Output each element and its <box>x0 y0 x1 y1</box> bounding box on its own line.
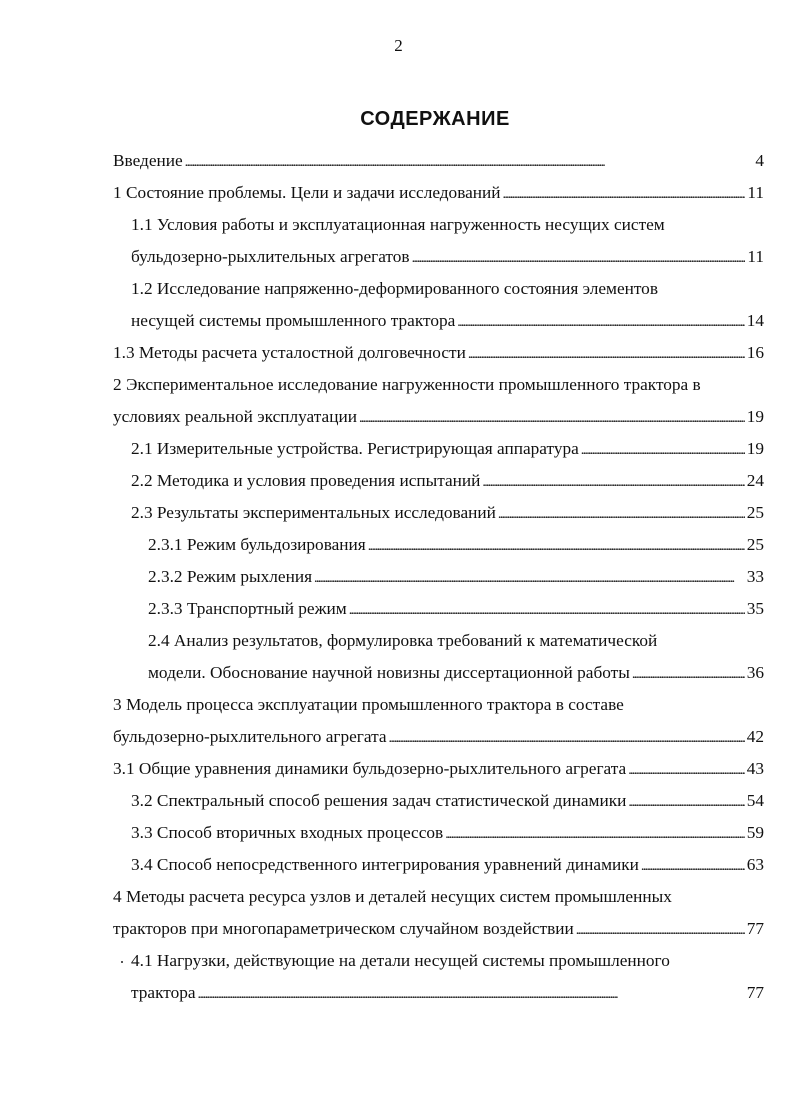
toc-entry-page: 16 <box>746 343 764 362</box>
toc-entry-text: 2.3.3 Транспортный режим <box>148 599 347 618</box>
toc-entry-2-3-1 <box>148 529 764 561</box>
toc-entry-text: 2.3.2 Режим рыхления <box>148 567 313 586</box>
toc-entry-2-4-line1 <box>148 625 764 657</box>
toc-entry-3-4 <box>131 849 764 881</box>
toc-entry-1-3 <box>113 337 764 369</box>
toc-entry-text: 1.1 Условия работы и эксплуатационная нагруженность несущих систем <box>131 215 665 234</box>
toc-entry-text: 1 Состояние проблемы. Цели и задачи исследований <box>113 183 501 202</box>
dot-leader <box>468 339 745 371</box>
toc-entry-1-2-line1 <box>131 273 764 305</box>
toc-entry-2-line1 <box>113 369 764 401</box>
toc-entry-text: бульдозерно-рыхлительных агрегатов <box>131 247 410 266</box>
toc-entry-page: 77 <box>746 919 764 938</box>
dot-leader <box>498 499 745 531</box>
toc-entry-4-line1 <box>113 881 764 913</box>
toc-entry-text: условиях реальной эксплуатации <box>113 407 357 426</box>
toc-entry-3-1 <box>113 753 764 785</box>
toc-entry-2-1 <box>131 433 764 465</box>
toc-entry-page: 59 <box>746 823 764 842</box>
toc-entry-text: трактора <box>131 983 196 1002</box>
toc-entry-text: Введение <box>113 151 183 170</box>
toc-entry-text: 4.1 Нагрузки, действующие на детали несущей системы промышленного <box>131 951 670 970</box>
toc-entry-page: 35 <box>746 599 764 618</box>
toc-entry-text: 2.1 Измерительные устройства. Регистрирующая аппаратура <box>131 439 579 458</box>
toc-entry-2-4-line2 <box>148 657 764 689</box>
toc-entry-page: 42 <box>746 727 764 746</box>
dot-leader <box>412 243 746 275</box>
toc-entry-page: 43 <box>746 759 764 778</box>
dot-leader <box>628 787 744 819</box>
toc-entry-text: 2.3.1 Режим бульдозирования <box>148 535 366 554</box>
toc-entry-page: 33 <box>746 567 764 586</box>
toc-entry-page: 36 <box>746 663 764 682</box>
dot-leader <box>482 467 744 499</box>
toc-entry-page: 24 <box>746 471 764 490</box>
dot-leader <box>389 723 745 755</box>
toc-entry-intro <box>113 145 764 177</box>
toc-entry-1-1-line2 <box>131 241 764 273</box>
toc-entry-text: 1.3 Методы расчета усталостной долговечности <box>113 343 466 362</box>
dot-leader <box>503 179 746 211</box>
toc-entry-2-2 <box>131 465 764 497</box>
toc-entry-text: 2.3 Результаты экспериментальных исследований <box>131 503 496 522</box>
dot-leader <box>349 595 745 627</box>
toc-entry-text: 2 Экспериментальное исследование нагруженности промышленного трактора в <box>113 375 701 394</box>
toc-entry-3-line1 <box>113 689 764 721</box>
dot-leader <box>457 307 744 339</box>
toc-entry-page: 25 <box>746 535 764 554</box>
toc-entry-2-line2 <box>113 401 764 433</box>
toc-entry-4-1-line2 <box>131 977 764 1009</box>
toc-entry-text: 2.4 Анализ результатов, формулировка требований к математической <box>148 631 658 650</box>
toc-entry-text: 3.3 Способ вторичных входных процессов <box>131 823 444 842</box>
dot-leader <box>576 915 745 947</box>
dot-leader <box>314 563 745 595</box>
toc-entry-text: несущей системы промышленного трактора <box>131 311 456 330</box>
toc-entry-text: 3.1 Общие уравнения динамики бульдозерно-рыхлительного агрегата <box>113 759 627 778</box>
toc-entry-text: 3.2 Спектральный способ решения задач статистической динамики <box>131 791 627 810</box>
toc-entry-page: 25 <box>746 503 764 522</box>
toc-entry-text: бульдозерно-рыхлительного агрегата <box>113 727 387 746</box>
dot-leader <box>641 851 745 883</box>
dot-leader <box>198 979 745 1011</box>
dot-leader <box>632 659 745 691</box>
toc-entry-page: 11 <box>747 183 764 202</box>
page-number: 2 <box>394 36 403 55</box>
toc-entry-text: 3.4 Способ непосредственного интегрирования уравнений динамики <box>131 855 639 874</box>
toc-entry-page: 11 <box>747 247 764 266</box>
dot-leader <box>628 755 745 787</box>
toc-entry-4-line2 <box>113 913 764 945</box>
toc-entry-page: 14 <box>746 311 764 330</box>
scan-speck <box>121 961 123 963</box>
toc-entry-text: тракторов при многопараметрическом случайном воздействии <box>113 919 574 938</box>
toc-entry-text: 1.2 Исследование напряженно-деформированного состояния элементов <box>131 279 658 298</box>
toc-entry-text: 2.2 Методика и условия проведения испытаний <box>131 471 481 490</box>
toc-entry-text: 4 Методы расчета ресурса узлов и деталей несущих систем промышленных <box>113 887 672 906</box>
toc-entry-2-3-2 <box>148 561 764 593</box>
toc-entry-1-1-line1 <box>131 209 764 241</box>
dot-leader <box>581 435 745 467</box>
toc-entry-page: 54 <box>746 791 764 810</box>
toc-entry-2-3 <box>131 497 764 529</box>
dot-leader <box>368 531 745 563</box>
toc-entry-page: 63 <box>746 855 764 874</box>
toc-entry-page: 77 <box>746 983 764 1002</box>
dot-leader <box>445 819 745 851</box>
toc-entry-page: 4 <box>755 151 764 170</box>
toc-entry-3-line2 <box>113 721 764 753</box>
toc-entry-3-3 <box>131 817 764 849</box>
toc-entry-4-1-line1 <box>131 945 764 977</box>
dot-leader <box>359 403 745 435</box>
toc-entry-text: модели. Обоснование научной новизны диссертационной работы <box>148 663 630 682</box>
toc-entry-1 <box>113 177 764 209</box>
toc-entry-1-2-line2 <box>131 305 764 337</box>
toc-entry-page: 19 <box>746 439 764 458</box>
toc-entry-text: 3 Модель процесса эксплуатации промышленного трактора в составе <box>113 695 624 714</box>
page-title: СОДЕРЖАНИЕ <box>360 108 510 130</box>
toc-entry-3-2 <box>131 785 764 817</box>
toc-entry-2-3-3 <box>148 593 764 625</box>
toc-entry-page: 19 <box>746 407 764 426</box>
dot-leader <box>185 147 754 179</box>
